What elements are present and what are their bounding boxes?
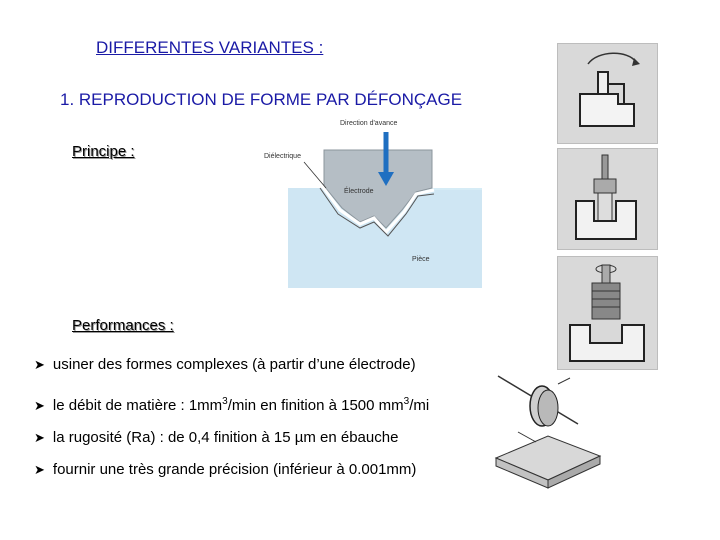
section-subtitle: 1. REPRODUCTION DE FORME PAR DÉFONÇAGE xyxy=(60,90,463,109)
arrowhead-bullet-icon: ➤ xyxy=(34,462,45,477)
arrowhead-bullet-icon: ➤ xyxy=(34,398,45,413)
bullet-item-complex-shapes xyxy=(34,356,416,373)
piece-label: Pièce xyxy=(412,256,430,263)
principe-label: Principe : xyxy=(72,143,135,160)
bullet-text: fournir une très grande précision (inférieur à 0.001mm) xyxy=(52,461,417,478)
edm-photo-threading xyxy=(557,256,658,370)
arrowhead-bullet-icon: ➤ xyxy=(34,430,45,445)
bullet-text: le débit de matière : $1mm^3/\min$ en finition à 1500 $mm^3/mi$ xyxy=(52,396,430,414)
performances-label: Performances : xyxy=(72,317,174,334)
electrode-label: Électrode xyxy=(344,188,374,195)
edm-photo-orbital xyxy=(557,43,658,144)
direction-label: Direction d'avance xyxy=(340,120,398,127)
slide-title: DIFFERENTES VARIANTES : xyxy=(96,38,324,57)
dielectric-leader xyxy=(304,162,326,188)
bullet-item-precision xyxy=(34,461,416,478)
arrowhead-bullet-icon: ➤ xyxy=(34,357,45,372)
bullet-item-material-rate xyxy=(34,396,429,414)
bullet-item-roughness xyxy=(34,429,398,446)
edm-grinding-drawing xyxy=(488,372,608,490)
bullet-text: usiner des formes complexes (à partir d’une électrode) xyxy=(52,356,416,373)
bullet-text: la rugosité (Ra) : de 0,4 finition à 15 µm en ébauche xyxy=(52,429,399,446)
edm-principle-diagram xyxy=(262,116,490,292)
workpiece-block xyxy=(496,436,600,480)
dielectric-label: Diélectrique xyxy=(264,153,301,160)
edm-photo-sinking xyxy=(557,148,658,250)
